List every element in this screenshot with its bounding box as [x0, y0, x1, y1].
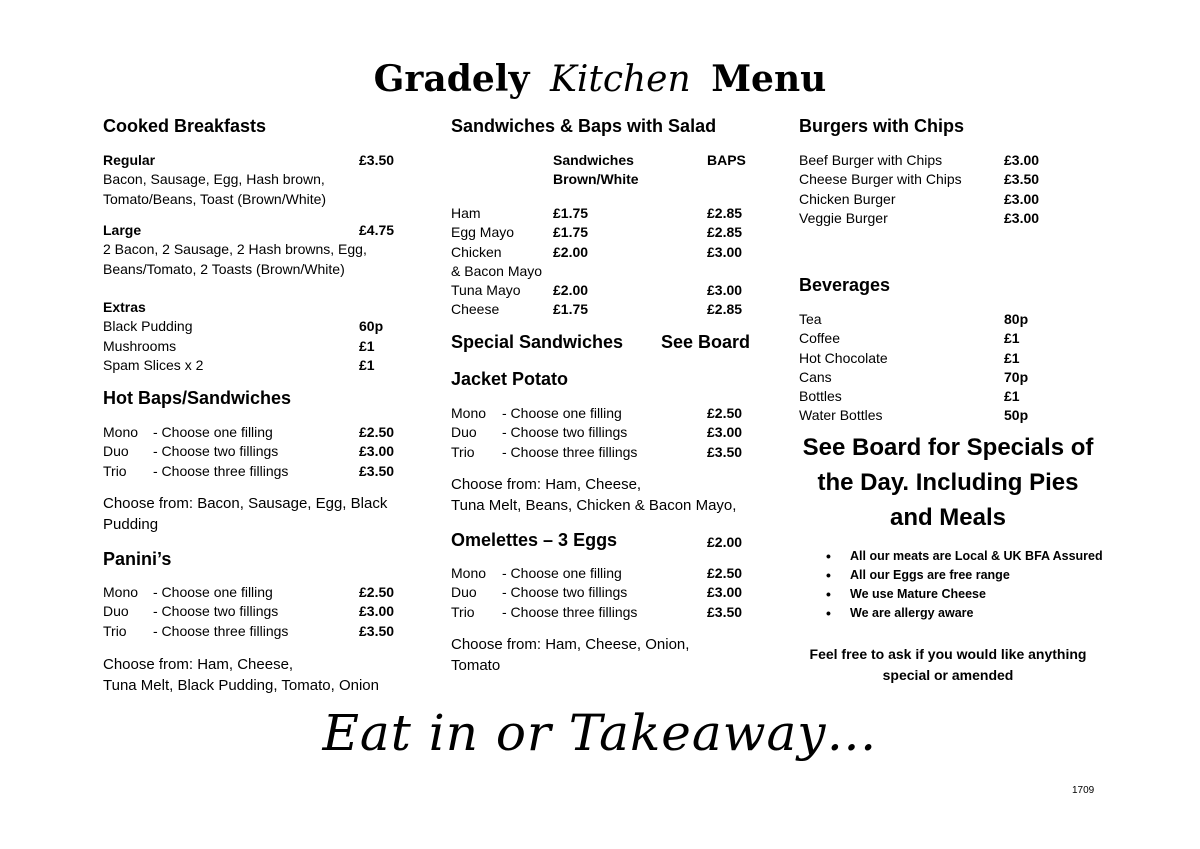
feel-free-line1: Feel free to ask if you would like anything	[809, 646, 1087, 662]
item-name: Hot Chocolate	[799, 349, 888, 366]
list-item	[799, 170, 1099, 189]
hot-baps-section	[103, 423, 403, 481]
list-item	[103, 462, 403, 481]
sandwich-price: £1.75	[553, 301, 589, 318]
feel-free-note	[790, 644, 1106, 686]
list-item	[799, 190, 1099, 209]
item-price: £1	[1004, 349, 1020, 366]
item-name: Water Bottles	[799, 407, 883, 424]
size-desc: - Choose two fillings	[502, 424, 628, 441]
specials-line3: and Meals	[889, 504, 1007, 531]
size-desc: - Choose one filling	[502, 405, 622, 421]
list-item	[103, 337, 403, 356]
regular-desc-line1: Bacon, Sausage, Egg, Hash brown,	[103, 171, 325, 188]
large-name: Large	[103, 222, 142, 238]
size-desc: - Choose one filling	[153, 584, 273, 600]
size-label: Duo	[103, 603, 129, 620]
item-price: £3.00	[1004, 190, 1040, 207]
size-desc: - Choose three fillings	[153, 462, 289, 479]
bap-price: £2.85	[707, 301, 743, 318]
omelettes-choose	[451, 634, 689, 676]
assurance-list	[826, 547, 1103, 623]
list-item	[799, 406, 1099, 425]
size-label: Duo	[451, 584, 477, 601]
extra-name: Mushrooms	[103, 337, 177, 354]
list-item	[799, 349, 1099, 368]
list-item	[451, 443, 751, 462]
choose-line2: Pudding	[103, 516, 159, 533]
list-item: • We use Mature Cheese	[826, 585, 1103, 604]
size-label: Duo	[103, 443, 129, 460]
item-name: Bottles	[799, 388, 842, 405]
bap-price: £3.00	[707, 243, 743, 260]
item-price: £3.00	[1004, 152, 1040, 168]
sandwich-price: £2.00	[553, 243, 589, 260]
feel-free-line2: special or amended	[882, 667, 1014, 683]
size-price: £3.00	[707, 584, 743, 601]
item-name: Cheese Burger with Chips	[799, 171, 962, 188]
list-item	[799, 368, 1099, 387]
hot-baps-heading: Hot Baps/Sandwiches	[103, 388, 292, 408]
item-price: 80p	[1004, 311, 1029, 327]
size-desc: - Choose three fillings	[153, 622, 289, 639]
sandwiches-header	[451, 151, 751, 190]
jacket-potato-section	[451, 404, 751, 462]
item-name: Tea	[799, 311, 822, 327]
list-item: • We are allergy aware	[826, 604, 1103, 623]
table-row	[451, 243, 751, 262]
item-price: 70p	[1004, 368, 1029, 385]
choose-line2: Tuna Melt, Black Pudding, Tomato, Onion	[103, 677, 379, 694]
size-desc: - Choose three fillings	[502, 443, 638, 460]
item-name: Ham	[451, 205, 481, 221]
size-desc: - Choose one filling	[502, 565, 622, 581]
jacket-potato-choose	[451, 474, 736, 516]
special-sandwiches-heading: Special Sandwiches	[451, 332, 624, 352]
list-item	[103, 317, 403, 336]
list-item	[103, 356, 403, 375]
table-row	[451, 281, 751, 300]
title-part3: Menu	[711, 58, 827, 100]
table-row	[451, 223, 751, 242]
choose-line2: Tomato	[451, 657, 501, 674]
size-price: £3.00	[359, 443, 395, 460]
item-name: Chicken	[451, 243, 502, 260]
regular-price: £3.50	[359, 152, 395, 168]
beverages-heading: Beverages	[799, 275, 891, 295]
item-price: 50p	[1004, 407, 1029, 424]
large-desc-line2: Beans/Tomato, 2 Toasts (Brown/White)	[103, 260, 345, 277]
list-item: • All our meats are Local & UK BFA Assured	[826, 547, 1103, 566]
eat-in-takeaway-footer: Eat in or Takeaway…	[322, 704, 878, 762]
choose-line1: Choose from: Ham, Cheese,	[103, 656, 294, 673]
hot-baps-choose	[103, 493, 387, 535]
large-breakfast	[103, 221, 403, 279]
extra-price: £1	[359, 337, 375, 354]
table-row	[451, 300, 751, 319]
bap-price: £2.85	[707, 205, 743, 221]
list-item	[103, 423, 403, 442]
specials-line2: the Day. Including Pies	[817, 469, 1079, 496]
size-label: Mono	[451, 565, 487, 581]
list-item	[451, 603, 751, 622]
document-code: 1709	[1072, 785, 1095, 796]
size-desc: - Choose two fillings	[502, 584, 628, 601]
list-item	[799, 329, 1099, 348]
burgers-heading: Burgers with Chips	[799, 116, 965, 136]
list-item	[451, 583, 751, 602]
table-row	[451, 204, 751, 223]
beverages-section	[799, 310, 1099, 426]
item-name: Beef Burger with Chips	[799, 152, 943, 168]
choose-line1: Choose from: Bacon, Sausage, Egg, Black	[103, 495, 388, 512]
list-item	[451, 404, 751, 423]
sandwich-price: £2.00	[553, 282, 589, 299]
size-desc: - Choose two fillings	[153, 603, 279, 620]
specials-line1: See Board for Specials of	[802, 434, 1094, 461]
extra-price: £1	[359, 356, 375, 373]
size-price: £3.00	[359, 603, 395, 620]
item-name: Cheese	[451, 301, 500, 318]
size-label: Trio	[103, 462, 127, 479]
list-item	[799, 310, 1099, 329]
table-row	[451, 262, 751, 281]
col-header-baps: BAPS	[707, 152, 746, 168]
choose-line2: Tuna Melt, Beans, Chicken & Bacon Mayo,	[451, 497, 737, 514]
item-price: £1	[1004, 330, 1020, 347]
title-part1: Gradely	[373, 58, 530, 100]
choose-line1: Choose from: Ham, Cheese,	[451, 476, 642, 493]
size-label: Trio	[451, 443, 475, 460]
paninis-section	[103, 583, 403, 641]
size-label: Mono	[451, 405, 487, 421]
extra-name: Black Pudding	[103, 318, 193, 335]
list-item	[103, 602, 403, 621]
list-item	[799, 151, 1099, 170]
size-price: £2.50	[707, 405, 743, 421]
omelettes-heading: Omelettes – 3 Eggs	[451, 530, 618, 550]
title-part2: Kitchen	[549, 59, 691, 100]
large-desc-line1: 2 Bacon, 2 Sausage, 2 Hash browns, Egg,	[103, 241, 367, 258]
size-label: Mono	[103, 584, 139, 600]
size-label: Trio	[103, 622, 127, 639]
size-price: £3.00	[707, 424, 743, 441]
choose-line1: Choose from: Ham, Cheese, Onion,	[451, 636, 690, 653]
cooked-breakfasts-heading: Cooked Breakfasts	[103, 116, 267, 136]
size-price: £3.50	[707, 443, 743, 460]
item-price: £3.00	[1004, 209, 1040, 226]
large-price: £4.75	[359, 222, 395, 238]
list-item	[103, 442, 403, 461]
paninis-heading: Panini’s	[103, 549, 172, 569]
extra-name: Spam Slices x 2	[103, 356, 204, 373]
omelettes-section	[451, 564, 751, 622]
special-see-board: See Board	[661, 332, 751, 352]
item-name: Veggie Burger	[799, 209, 888, 226]
list-item: • All our Eggs are free range	[826, 566, 1103, 585]
sandwiches-heading: Sandwiches & Baps with Salad	[451, 116, 717, 136]
list-item	[103, 583, 403, 602]
regular-desc-line2: Tomato/Beans, Toast (Brown/White)	[103, 190, 327, 207]
size-price: £2.50	[359, 424, 395, 440]
item-name: Egg Mayo	[451, 224, 515, 241]
list-item	[103, 622, 403, 641]
item-name: Chicken Burger	[799, 190, 896, 207]
size-price: £3.50	[359, 622, 395, 639]
size-label: Trio	[451, 603, 475, 620]
paninis-choose	[103, 654, 379, 696]
regular-name: Regular	[103, 152, 156, 168]
item-name: & Bacon Mayo	[451, 262, 543, 279]
size-price: £3.50	[359, 462, 395, 479]
size-price: £2.50	[707, 565, 743, 581]
col-header-sandwiches: Sandwiches	[553, 152, 634, 168]
size-desc: - Choose two fillings	[153, 443, 279, 460]
item-price: £3.50	[1004, 171, 1040, 188]
jacket-potato-heading: Jacket Potato	[451, 369, 569, 389]
extra-price: 60p	[359, 318, 384, 335]
sandwich-price: £1.75	[553, 224, 589, 241]
specials-notice	[790, 430, 1106, 535]
omelettes-price: £2.00	[707, 534, 743, 550]
bap-price: £3.00	[707, 282, 743, 299]
col-header-brown-white: Brown/White	[553, 171, 639, 188]
extras-section	[103, 298, 403, 375]
item-name: Tuna Mayo	[451, 282, 521, 299]
item-price: £1	[1004, 388, 1020, 405]
list-item	[799, 209, 1099, 228]
menu-title	[0, 58, 1200, 100]
size-label: Duo	[451, 424, 477, 441]
sandwiches-table	[451, 204, 751, 320]
cooked-breakfasts-section	[103, 151, 403, 209]
list-item	[451, 423, 751, 442]
size-price: £2.50	[359, 584, 395, 600]
size-label: Mono	[103, 424, 139, 440]
size-desc: - Choose one filling	[153, 424, 273, 440]
size-desc: - Choose three fillings	[502, 603, 638, 620]
list-item	[799, 387, 1099, 406]
item-name: Coffee	[799, 330, 840, 347]
list-item	[451, 564, 751, 583]
item-name: Cans	[799, 368, 832, 385]
burgers-section	[799, 151, 1099, 228]
bap-price: £2.85	[707, 224, 743, 241]
extras-heading: Extras	[103, 299, 146, 315]
size-price: £3.50	[707, 603, 743, 620]
sandwich-price: £1.75	[553, 205, 589, 221]
